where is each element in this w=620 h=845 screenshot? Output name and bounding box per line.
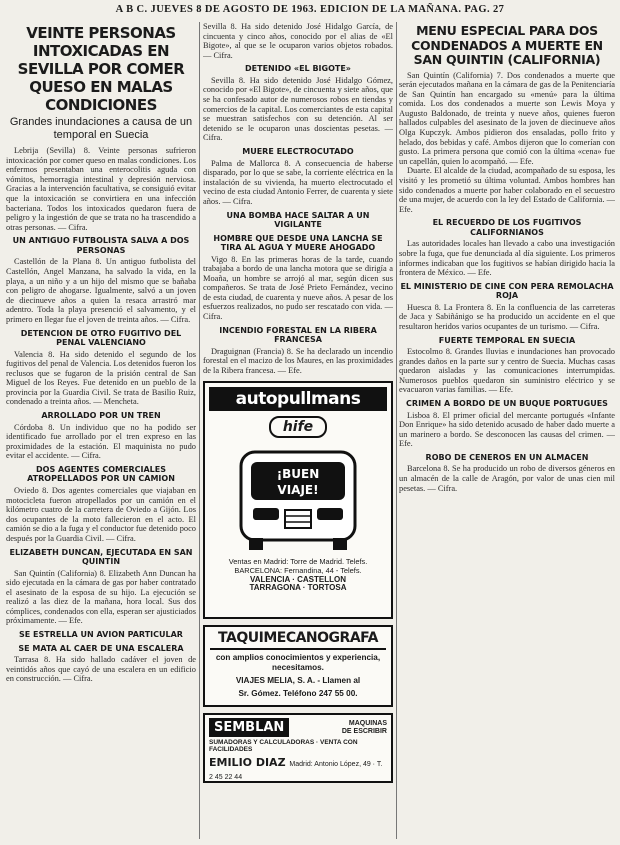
article-headline: INCENDIO FORESTAL EN LA RIBERA FRANCESA bbox=[219, 325, 377, 345]
article-body: Castellón de la Plana 8. Un antiguo futbolista del Castellón, Angel Manzana, ha salvado la vida, en la playa, a un niño y a un hijo del mismo que se bañaba con peligro de ahogarse. Igualmente, salvó a un joven de diecinueve años a quien la resaca arrastró mar adentro. Toda la playa presenció el salvamento, y el primero en llegar fue el joven de treinta años. — Cifra. bbox=[6, 257, 196, 324]
article-headline: DOS AGENTES COMERCIALES ATROPELLADOS POR UN CAMION bbox=[27, 464, 175, 484]
article-body: Tarrasa 8. Ha sido hallado cadáver el joven de veintidós años que cayó de una escalera en un edificio en construcción. — Cifra. bbox=[6, 655, 196, 684]
column-rule bbox=[396, 22, 397, 839]
bus-illustration bbox=[223, 444, 373, 554]
article-headline: ROBO DE CENEROS EN UN ALMACEN bbox=[425, 452, 589, 462]
article-body: Palma de Mallorca 8. A consecuencia de haberse disparado, por lo que se sabe, la corriente eléctrica en la instalación de su vivienda, ha muerto electrocutado el vecino de esta ciudad Antonio Ferrer, de cuarenta y siete años. — Cifra. bbox=[203, 158, 393, 206]
article-body: Estocolmo 8. Grandes lluvias e inundaciones han provocado grandes daños en la parte sur y centro de Suecia. Muchas casas quedaron aisladas y las comunicaciones interrumpidas. Numerosos pueblos quedaron sin suministro eléctrico y se evacuaron varias familias. — Efe. bbox=[399, 347, 615, 395]
article-headline: CRIMEN A BORDO DE UN BUQUE PORTUGUES bbox=[406, 399, 608, 409]
column-3 bbox=[399, 22, 615, 841]
lead-headline: VEINTE PERSONAS INTOXICADAS EN SEVILLA POR COMER QUESO EN MALAS CONDICIONES bbox=[17, 24, 185, 114]
article-headline: MUERE ELECTROCUTADO bbox=[242, 147, 354, 157]
article-body: Draguignan (Francia) 8. Se ha declarado un incendio forestal en el macizo de los Maures, en las proximidades de la Ribera francesa. — Efe. bbox=[203, 346, 393, 375]
article-body: Sevilla 8. Ha sido detenido José Hidalgo García, de cincuenta y cinco años, conocido por el alias de «El Bigote», al que se le ocuparon varios objetos robados. — Cifra. bbox=[203, 22, 393, 60]
ad-text: VIAJES MELIA, S. A. - Llamen al bbox=[235, 676, 361, 686]
article-headline: DETENCION DE OTRO FUGITIVO DEL PENAL VALENCIANO bbox=[20, 328, 182, 347]
article-headline: UNA BOMBA HACE SALTAR A UN VIGILANTE bbox=[226, 210, 370, 229]
article-body: Barcelona 8. Se ha producido un robo de diversos géneros en un almacén de la calle de Aragón, por valor de unas cien mil pesetas. — Cifra. bbox=[399, 464, 615, 493]
ad-line bbox=[211, 584, 385, 593]
article-body: Duarte. El alcalde de la ciudad, acompañado de su esposa, les visitó y les prometió su última voluntad. Ambos hombres han sido condenados a muerte por haber colaborado en el secuestro de una mujer, de acuerdo con la ley del Estado de California. — Efe. bbox=[399, 166, 615, 214]
bus-text-2: VIAJE! bbox=[277, 483, 319, 498]
article-headline: EL MINISTERIO DE CINE CON PERA REMOLACHA ROJA bbox=[400, 281, 614, 301]
article-headline: UN ANTIGUO FUTBOLISTA SALVA A DOS PERSONAS bbox=[12, 236, 190, 255]
article-headline: SE ESTRELLA UN AVION PARTICULAR bbox=[19, 630, 183, 640]
column-1 bbox=[6, 22, 196, 841]
article-headline: FUERTE TEMPORAL EN SUECIA bbox=[438, 335, 576, 345]
article-body: Sevilla 8. Ha sido detenido José Hidalgo Gómez, conocido por «El Bigote», de cincuenta y siete años, que se ha confesado autor de numerosos robos en tiendas y comercios de la capital. Los comerciantes de esta capital se muestran satisfechos con su detención. Al ser detenido se le ocuparon unas doscientas pesetas. — Cifra. bbox=[203, 75, 393, 143]
ad-text: Sr. Gómez. Teléfono 247 55 00. bbox=[238, 689, 358, 699]
article-body: Huesca 8. La Frontera 8. En la confluencia de las carreteras de Jaca y Sabiñánigo se ha producido un accidente en el que resultaron heridos varios ocupantes de un turismo. — Cifra. bbox=[399, 302, 615, 331]
article-body: Valencia 8. Ha sido detenido el segundo de los fugitivos del penal de Valencia. Los detenidos fueron los reclusos que se fugaron de la prisión central de San Miguel de los Reyes. Fue detenido en un pueblo de la provincia por la Guardia Civil. Se trata de Basilio Ruiz, condenado a treinta años. — Mencheta. bbox=[6, 349, 196, 407]
taquimecanografa-ad bbox=[203, 625, 393, 707]
ad-text: SUMADORAS Y CALCULADORAS · VENTA CON FACILIDADES bbox=[209, 739, 358, 754]
article-body: Vigo 8. En las primeras horas de la tarde, cuando trabajaba a bordo de una lancha motora que se dirigía a Moaña, un hombre se arrojó al mar, según dicen sus compañeros. Se trata de José Prieto Fernández, vecino de esta ciudad, de cuarenta y nueve años. A pesar de los esfuerzos realizados, no pudo ser rescatado con vida. — Cifra. bbox=[203, 254, 393, 322]
article-body: Lisboa 8. El primer oficial del mercante portugués «Infante Don Enrique» ha sido detenido acusado de haber dado muerte a un marinero a bordo. Se desconocen las causas del crimen. — Efe. bbox=[399, 410, 615, 449]
ad-address: Madrid: Antonio López, 49 · T. 2 45 22 44 bbox=[209, 761, 383, 782]
ad-title: TAQUIMECANOGRAFA bbox=[210, 630, 386, 650]
column-2 bbox=[203, 22, 393, 841]
autopullmans-ad bbox=[203, 381, 393, 619]
article-body: Córdoba 8. Un individuo que no ha podido ser identificado fue arrollado por el tren expreso en las proximidades de la estación. El maquinista no pudo evitar el accidente. — Cifra. bbox=[6, 422, 196, 461]
column-rule bbox=[199, 22, 200, 839]
ad-line: BARCELONA: Fernandina, 44 - Telefs. bbox=[234, 566, 362, 576]
article-body: Lebrija (Sevilla) 8. Veinte personas sufrieron intoxicación por comer queso en malas condiciones. Los enfermos presentaban una enterocolitis aguda con vómitos, hemorragia intestinal y depresión nerviosa. Gracias a la intervención facultativa, se consiguió evitar que la intoxicación se convirtiera en una infección bacteriana. Todos los intoxicados quedaron fuera de peligro y la ingestión de que se trata no ha trascendido a otras personas. — Cifra. bbox=[6, 146, 196, 232]
hife-logo: hife bbox=[269, 416, 327, 438]
article-body: San Quintín (California) 8. Elizabeth Ann Duncan ha sido ejecutada en la cámara de gas por haber contratado el asesinato de la esposa de su hijo. La ejecución se realizó a las diez de la mañana, hora local. Sus dos cómplices, condenados con ella, esperan ser ajusticiados próximamente. — Efe. bbox=[6, 568, 196, 626]
article-headline: ARROLLADO POR UN TREN bbox=[41, 411, 161, 421]
ad-brand: autopullmans bbox=[209, 387, 387, 411]
ad-product bbox=[289, 720, 387, 736]
article-body: San Quintín (California) 7. Dos condenados a muerte que serán ejecutados mañana en la cámara de gas de la Penitenciaría de San Quintín han encargado su «menú» para la última comida. Los dos condenados a muerte son Lewis Moya y Augusto Baldonado, de treinta y nueve años, quienes fueron hallados culpables del asesinato de la joven de diecinueve años Olga Kupczyk. Ambos pidieron dos ensaladas, pollo frito y helado, dos bebidas y café. Ambos dijeron que lo comerían con gusto. La primera persona que comió con la última «cena» fue un capellán, quien lo acompañó. — Efe. bbox=[399, 70, 615, 166]
bus-text-1: ¡BUEN bbox=[276, 467, 320, 482]
lead-deck: Grandes inundaciones a causa de un temporal en Suecia bbox=[9, 116, 193, 141]
ad-name-text: EMILIO DIAZ bbox=[209, 756, 286, 770]
ad-text: con amplios conocimientos y experiencia, necesitamos. bbox=[215, 653, 381, 673]
ad-product-line: MAQUINAS bbox=[348, 719, 387, 727]
article-headline-large: MENU ESPECIAL PARA DOS CONDENADOS A MUERTE EN SAN QUINTIN (CALIFORNIA) bbox=[411, 23, 603, 67]
typewriter-ad bbox=[203, 713, 393, 783]
ad-cities: VALENCIA · CASTELLON bbox=[250, 574, 346, 584]
article-body: Las autoridades locales han llevado a cabo una investigación sobre la fuga, que fue denunciada al día siguiente. Los primeros informes indicaban que los fugitivos se habían dirigido hacia la frontera de México. — Efe. bbox=[399, 239, 615, 278]
article-headline: SE MATA AL CAER DE UNA ESCALERA bbox=[18, 643, 184, 653]
page-header: A B C. JUEVES 8 DE AGOSTO DE 1963. EDICION DE LA MAÑANA. PAG. 27 bbox=[115, 4, 505, 15]
ad-address bbox=[205, 558, 391, 592]
article-headline: ELIZABETH DUNCAN, EJECUTADA EN SAN QUINTIN bbox=[9, 547, 193, 566]
article-headline: EL RECUERDO DE LOS FUGITIVOS CALIFORNIANOS bbox=[432, 218, 582, 237]
ad-name bbox=[209, 756, 387, 782]
article-body: Oviedo 8. Dos agentes comerciales que viajaban en motocicleta fueron atropellados por un camión en el kilómetro cuatro de la carretera de Oviedo a Gijón. Los dos ocupantes de la moto fallecieron en el acto. El camión se dio a la fuga y el conductor fue detenido poco después por la Guardia Civil. — Cifra. bbox=[6, 485, 196, 543]
ad-logo: SEMBLAN bbox=[209, 718, 289, 737]
ad-product-line: DE ESCRIBIR bbox=[341, 727, 387, 735]
ad-line: Ventas en Madrid: Torre de Madrid. Telefs. bbox=[228, 557, 368, 567]
article-headline: HOMBRE QUE DESDE UNA LANCHA SE TIRA AL AGUA Y MUERE AHOGADO bbox=[213, 233, 383, 252]
ad-cities: TARRAGONA · TORTOSA bbox=[249, 583, 347, 593]
article-headline: DETENIDO «EL BIGOTE» bbox=[245, 64, 351, 74]
